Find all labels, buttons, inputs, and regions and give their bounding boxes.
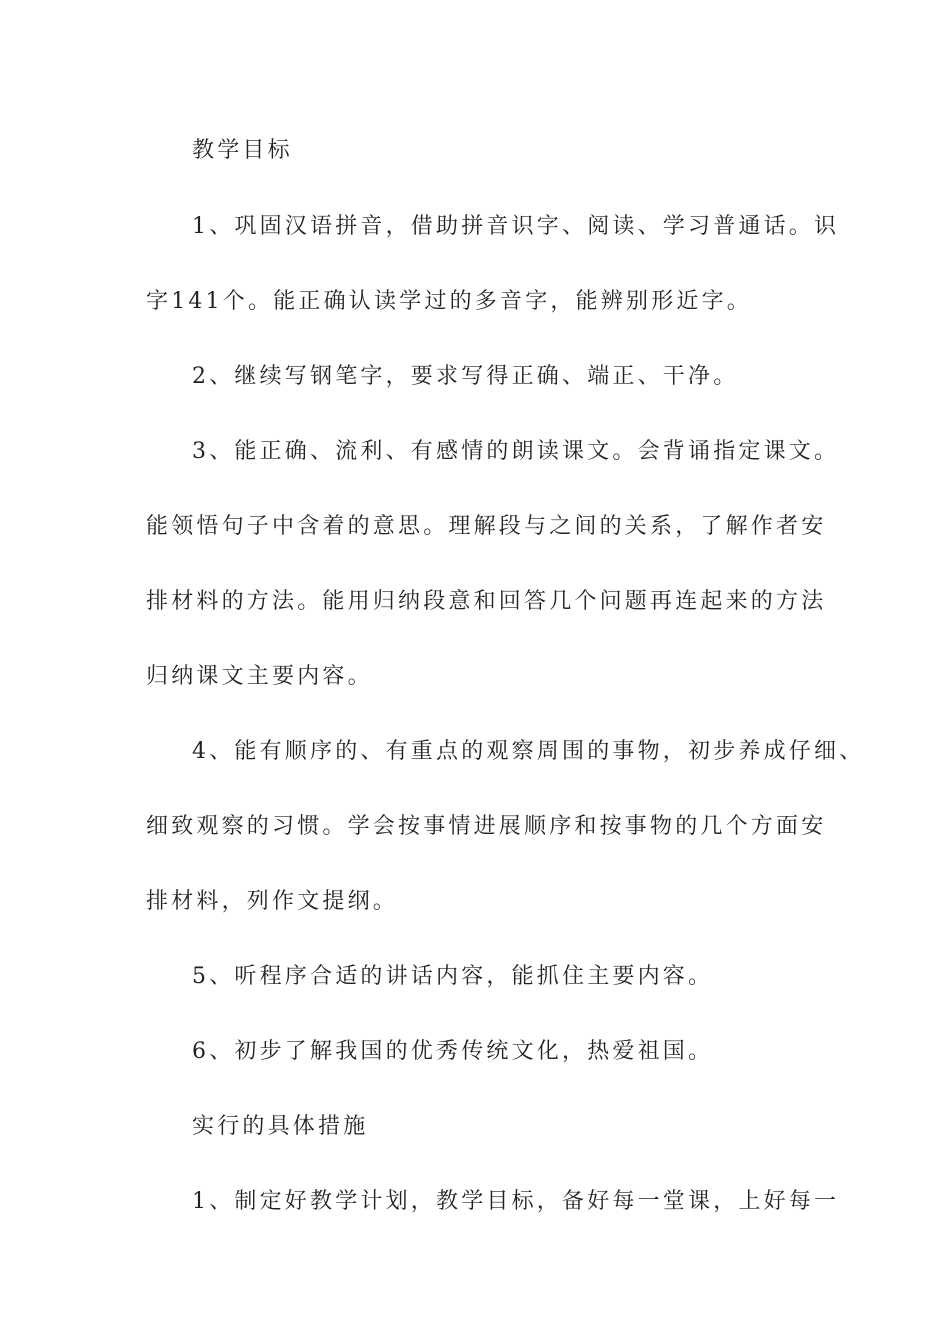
heading-measures: 实行的具体措施 bbox=[192, 1114, 369, 1139]
paragraph-line: 5、听程序合适的讲话内容，能抓住主要内容。 bbox=[192, 964, 714, 989]
paragraph-line: 1、制定好教学计划，教学目标，备好每一堂课，上好每一 bbox=[192, 1189, 840, 1214]
paragraph-line: 2、继续写钢笔字，要求写得正确、端正、干净。 bbox=[192, 364, 739, 389]
paragraph-line: 排材料的方法。能用归纳段意和回答几个问题再连起来的方法 bbox=[146, 589, 827, 614]
paragraph-line: 6、初步了解我国的优秀传统文化，热爱祖国。 bbox=[192, 1039, 714, 1064]
paragraph-line: 细致观察的习惯。学会按事情进展顺序和按事物的几个方面安 bbox=[146, 814, 827, 839]
paragraph-line: 能领悟句子中含着的意思。理解段与之间的关系，了解作者安 bbox=[146, 514, 827, 539]
paragraph-line: 3、能正确、流利、有感情的朗读课文。会背诵指定课文。 bbox=[192, 439, 840, 464]
paragraph-line: 排材料，列作文提纲。 bbox=[146, 889, 399, 914]
paragraph-line: 1、巩固汉语拼音，借助拼音识字、阅读、学习普通话。识 bbox=[192, 214, 840, 239]
paragraph-line: 4、能有顺序的、有重点的观察周围的事物，初步养成仔细、 bbox=[192, 739, 865, 764]
paragraph-line: 字141个。能正确认读学过的多音字，能辨别形近字。 bbox=[146, 289, 752, 314]
heading-teaching-goals: 教学目标 bbox=[192, 138, 293, 163]
paragraph-line: 归纳课文主要内容。 bbox=[146, 664, 373, 689]
